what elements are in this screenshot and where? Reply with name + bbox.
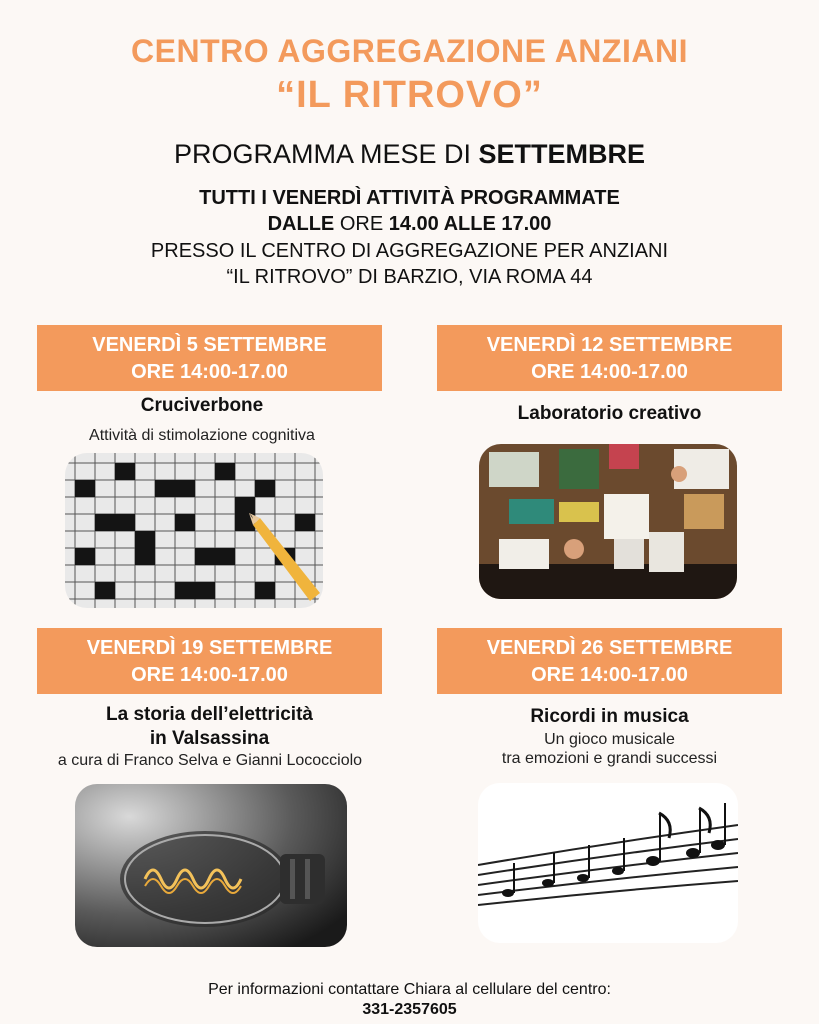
event-date: VENERDÌ 12 SETTEMBRE bbox=[486, 334, 733, 356]
event-time: ORE 14:00-17.00 bbox=[131, 664, 288, 686]
event-title: Cruciverbone bbox=[140, 395, 264, 416]
event-date: VENERDÌ 5 SETTEMBRE bbox=[92, 334, 327, 356]
event-banner-1 bbox=[37, 325, 382, 391]
event-title: Ricordi in musica bbox=[530, 706, 689, 727]
event-time: ORE 14:00-17.00 bbox=[531, 361, 688, 383]
program-prefix: PROGRAMMA MESE DI bbox=[173, 139, 471, 169]
event-date: VENERDÌ 19 SETTEMBRE bbox=[86, 637, 333, 659]
info-line2-b: ORE bbox=[334, 213, 389, 235]
event-subtitle: a cura di Franco Selva e Gianni Lococciolo bbox=[57, 752, 363, 769]
info-line3: PRESSO IL CENTRO DI AGGREGAZIONE PER ANZIANI bbox=[150, 240, 669, 262]
craft-table-image bbox=[479, 444, 737, 599]
event-banner-4 bbox=[437, 628, 782, 694]
info-line2-a: DALLE bbox=[267, 213, 335, 235]
footer-phone: 331-2357605 bbox=[362, 1001, 457, 1018]
crossword-image bbox=[65, 453, 323, 608]
info-line1: TUTTI I VENERDÌ ATTIVITÀ PROGRAMMATE bbox=[199, 187, 620, 209]
event-title-line1: La storia dell’elettricità bbox=[106, 704, 313, 725]
event-time: ORE 14:00-17.00 bbox=[131, 361, 288, 383]
light-bulb-image bbox=[75, 784, 347, 947]
title-line2: “IL RITROVO” bbox=[276, 74, 543, 116]
footer-info: Per informazioni contattare Chiara al cellulare del centro: bbox=[208, 981, 611, 998]
title-line1: CENTRO AGGREGAZIONE ANZIANI bbox=[131, 33, 688, 69]
info-line4: “IL RITROVO” DI BARZIO, VIA ROMA 44 bbox=[226, 266, 593, 288]
event-subtitle-line1: Un gioco musicale bbox=[544, 731, 675, 748]
event-date: VENERDÌ 26 SETTEMBRE bbox=[486, 637, 733, 659]
music-notes-image bbox=[478, 783, 738, 943]
program-month: SETTEMBRE bbox=[478, 139, 646, 169]
event-time: ORE 14:00-17.00 bbox=[531, 664, 688, 686]
event-subtitle-line2: tra emozioni e grandi successi bbox=[501, 750, 718, 767]
event-banner-2 bbox=[437, 325, 782, 391]
info-line2-c: 14.00 ALLE 17.00 bbox=[388, 213, 552, 235]
info-line2 bbox=[0, 213, 819, 236]
event-banner-3 bbox=[37, 628, 382, 694]
event-title: Laboratorio creativo bbox=[517, 403, 702, 424]
program-heading bbox=[0, 139, 819, 170]
event-subtitle: Attività di stimolazione cognitiva bbox=[89, 427, 315, 444]
event-title-line2: in Valsassina bbox=[149, 728, 270, 749]
